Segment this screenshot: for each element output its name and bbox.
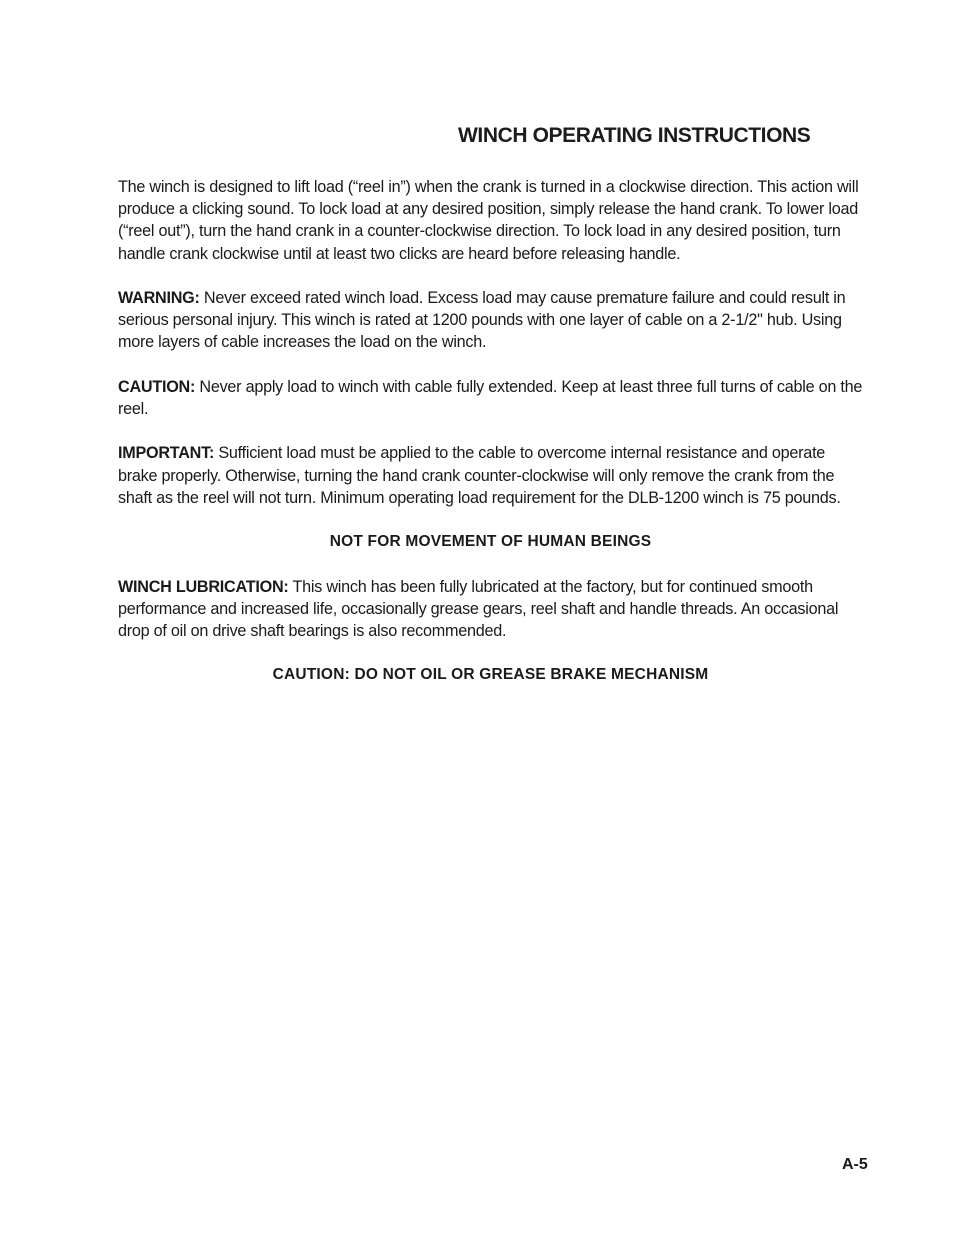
warning-paragraph bbox=[118, 287, 863, 354]
important-text: Sufficient load must be applied to the cable to overcome internal resistance and operate brake properly. Otherwise, turning the hand crank counter-clockwise will only remove the crank from the shaft as the reel will not turn. Minimum operating load requirement for the DLB-1200 winch is 75 pounds. bbox=[118, 444, 841, 507]
page-title: WINCH OPERATING INSTRUCTIONS bbox=[458, 124, 811, 147]
caution-text: Never apply load to winch with cable fully extended. Keep at least three full turns of cable on the reel. bbox=[118, 377, 863, 418]
lubrication-text: This winch has been fully lubricated at the factory, but for continued smooth performance and increased life, occasionally grease gears, reel shaft and handle threads. An occasional drop of oil on drive shaft bearings is also recommended. bbox=[118, 577, 839, 640]
lubrication-paragraph bbox=[118, 576, 863, 643]
intro-paragraph: The winch is designed to lift load (“reel in”) when the crank is turned in a clockwise direction. This action will produce a clicking sound. To lock load at any desired position, simply release the hand crank. To lower load (“reel out”), turn the hand crank in a counter-clockwise direction. To lock load in any desired position, turn handle crank clockwise until at least two clicks are heard before releasing handle. bbox=[118, 178, 859, 263]
warning-label: WARNING: bbox=[118, 289, 200, 307]
important-label: IMPORTANT: bbox=[118, 444, 215, 463]
human-notice: NOT FOR MOVEMENT OF HUMAN BEINGS bbox=[329, 533, 652, 551]
brake-notice: CAUTION: DO NOT OIL OR GREASE BRAKE MECHANISM bbox=[272, 666, 709, 684]
caution-paragraph bbox=[118, 376, 863, 420]
page-number: A-5 bbox=[842, 1156, 868, 1173]
important-paragraph bbox=[118, 442, 863, 509]
warning-text: Never exceed rated winch load. Excess load may cause premature failure and could result in serious personal injury. This winch is rated at 1200 pounds with one layer of cable on a 2-1/2" hub. Using more layers of cable increases the load on the winch. bbox=[118, 289, 846, 352]
lubrication-label: WINCH LUBRICATION: bbox=[118, 577, 289, 596]
document-body bbox=[118, 176, 863, 709]
caution-label: CAUTION: bbox=[118, 377, 196, 396]
